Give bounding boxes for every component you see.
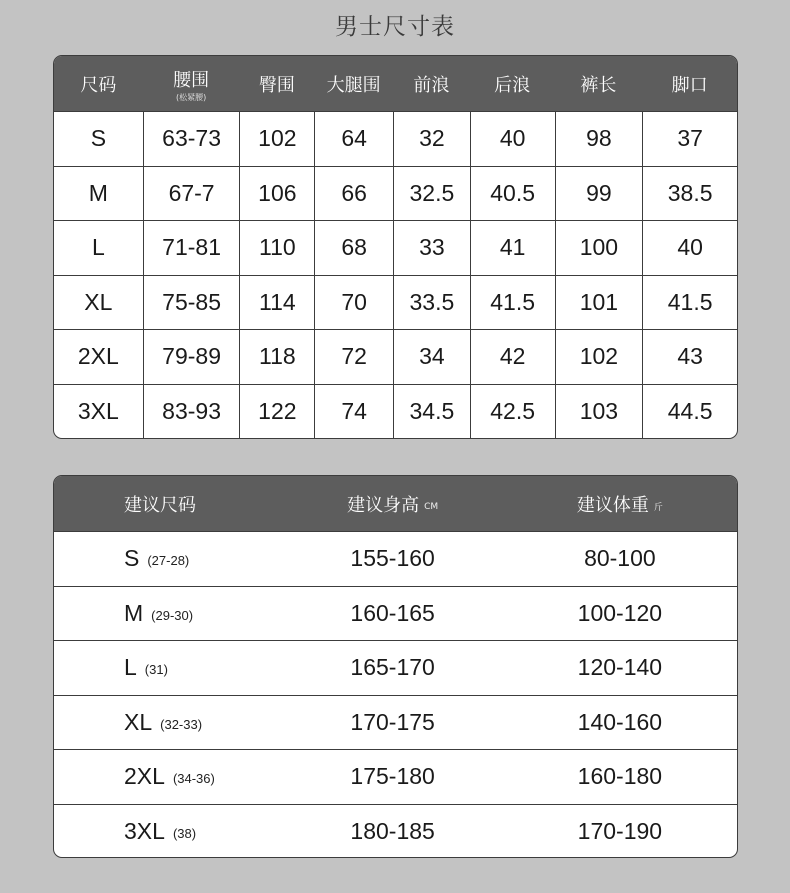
recommended-height-cell: 175-180 bbox=[350, 763, 435, 790]
size-header-cell bbox=[54, 56, 143, 111]
recommended-weight-cell: 100-120 bbox=[577, 599, 663, 626]
recommended-size-cell bbox=[54, 805, 282, 859]
recommended-weight-cell: 170-190 bbox=[577, 817, 663, 844]
table-row bbox=[54, 329, 737, 384]
recommended-size-cell bbox=[54, 641, 282, 695]
waist-range-label: (32-33) bbox=[160, 716, 203, 732]
size-chart-header-row bbox=[54, 56, 737, 111]
measurement-cell: 64 bbox=[314, 112, 393, 166]
header-label: 裤长 bbox=[580, 74, 617, 96]
recommended-weight-cell: 120-140 bbox=[577, 654, 663, 681]
waist-range-label: (31) bbox=[144, 662, 168, 678]
measurement-cell: 66 bbox=[314, 167, 393, 221]
measurement-cell: 44.5 bbox=[642, 385, 737, 439]
measurement-cell: 42.5 bbox=[470, 385, 555, 439]
recommendation-header-row bbox=[54, 476, 737, 531]
waist-range-label: (34-36) bbox=[172, 771, 215, 787]
size-label: S bbox=[124, 545, 140, 572]
header-label: 建议体重 bbox=[576, 494, 649, 516]
measurement-cell: 37 bbox=[642, 112, 737, 166]
table-row bbox=[54, 531, 737, 586]
measurement-cell: 41 bbox=[470, 221, 555, 275]
table-row bbox=[54, 695, 737, 750]
recommendation-header-cell bbox=[282, 476, 502, 531]
recommended-size-cell bbox=[54, 587, 282, 641]
table-row bbox=[54, 749, 737, 804]
table-row bbox=[54, 640, 737, 695]
size-label: M bbox=[124, 599, 144, 626]
size-label-cell: 2XL bbox=[77, 343, 119, 370]
measurement-cell: 103 bbox=[555, 385, 643, 439]
size-header-cell bbox=[470, 56, 555, 111]
measurement-cell: 38.5 bbox=[642, 167, 737, 221]
measurement-cell: 33 bbox=[393, 221, 470, 275]
measurement-cell: 40.5 bbox=[470, 167, 555, 221]
measurement-cell: 40 bbox=[470, 112, 555, 166]
size-label-cell: M bbox=[88, 179, 108, 206]
measurement-cell: 102 bbox=[555, 330, 643, 384]
header-label: 尺码 bbox=[80, 74, 117, 96]
measurement-cell: 110 bbox=[239, 221, 314, 275]
header-label: 前浪 bbox=[413, 74, 450, 96]
size-label: 3XL bbox=[124, 817, 165, 844]
measurement-cell: 114 bbox=[239, 276, 314, 330]
measurement-cell: 74 bbox=[314, 385, 393, 439]
measurement-cell: 68 bbox=[314, 221, 393, 275]
measurement-cell: 42 bbox=[470, 330, 555, 384]
size-chart-body bbox=[54, 111, 737, 438]
table-row bbox=[54, 586, 737, 641]
header-label: 大腿围 bbox=[326, 74, 381, 96]
recommended-height-cell: 165-170 bbox=[350, 654, 435, 681]
measurement-cell: 99 bbox=[555, 167, 643, 221]
size-label-cell: S bbox=[90, 125, 107, 152]
size-header-cell bbox=[314, 56, 393, 111]
table-row bbox=[54, 166, 737, 221]
measurement-cell: 34.5 bbox=[393, 385, 470, 439]
measurement-cell: 63-73 bbox=[143, 112, 240, 166]
measurement-cell: 72 bbox=[314, 330, 393, 384]
measurement-cell: 83-93 bbox=[143, 385, 240, 439]
table-row bbox=[54, 275, 737, 330]
size-label-cell: 3XL bbox=[77, 397, 119, 424]
measurement-cell: 33.5 bbox=[393, 276, 470, 330]
recommendation-table bbox=[53, 475, 738, 858]
recommended-size-cell bbox=[54, 696, 282, 750]
recommended-weight-cell: 160-180 bbox=[577, 763, 663, 790]
page-title: 男士尺寸表 bbox=[335, 14, 455, 40]
measurement-cell: 40 bbox=[642, 221, 737, 275]
measurement-cell: 106 bbox=[239, 167, 314, 221]
measurement-cell: 41.5 bbox=[470, 276, 555, 330]
unit-label: 斤 bbox=[653, 503, 663, 513]
recommended-weight-cell: 80-100 bbox=[584, 545, 656, 572]
size-header-cell bbox=[555, 56, 643, 111]
recommendation-header-cell bbox=[54, 476, 282, 531]
header-label: 建议尺码 bbox=[124, 494, 196, 516]
measurement-cell: 43 bbox=[642, 330, 737, 384]
recommended-height-cell: 180-185 bbox=[350, 817, 435, 844]
size-label-cell: L bbox=[91, 234, 105, 261]
size-header-cell bbox=[393, 56, 470, 111]
table-row bbox=[54, 804, 737, 859]
waist-range-label: (29-30) bbox=[151, 607, 194, 623]
header-label: 建议身高 bbox=[347, 494, 420, 516]
header-label: 腰围 bbox=[173, 69, 210, 91]
size-label: 2XL bbox=[124, 763, 165, 790]
measurement-cell: 79-89 bbox=[143, 330, 240, 384]
recommendation-header-cell bbox=[503, 476, 737, 531]
size-label: XL bbox=[124, 708, 153, 735]
measurement-cell: 100 bbox=[555, 221, 643, 275]
size-label-cell: XL bbox=[84, 288, 113, 315]
measurement-cell: 71-81 bbox=[143, 221, 240, 275]
recommendation-body bbox=[54, 531, 737, 858]
size-chart-table bbox=[53, 55, 738, 439]
size-header-cell bbox=[642, 56, 737, 111]
table-row bbox=[54, 111, 737, 166]
waist-range-label: (27-28) bbox=[147, 553, 190, 569]
size-header-cell bbox=[143, 56, 240, 111]
recommended-size-cell bbox=[54, 750, 282, 804]
measurement-cell: 34 bbox=[393, 330, 470, 384]
waist-range-label: (38) bbox=[172, 825, 197, 841]
header-label: 臀围 bbox=[258, 74, 295, 96]
measurement-cell: 75-85 bbox=[143, 276, 240, 330]
measurement-cell: 118 bbox=[239, 330, 314, 384]
measurement-cell: 32.5 bbox=[393, 167, 470, 221]
measurement-cell: 98 bbox=[555, 112, 643, 166]
measurement-cell: 122 bbox=[239, 385, 314, 439]
measurement-cell: 101 bbox=[555, 276, 643, 330]
recommended-height-cell: 170-175 bbox=[350, 708, 435, 735]
recommended-size-cell bbox=[54, 532, 282, 586]
table-row bbox=[54, 220, 737, 275]
recommended-weight-cell: 140-160 bbox=[577, 708, 663, 735]
header-sublabel: (松紧腰) bbox=[175, 92, 207, 102]
measurement-cell: 32 bbox=[393, 112, 470, 166]
header-label: 后浪 bbox=[494, 74, 531, 96]
size-label: L bbox=[124, 654, 137, 681]
measurement-cell: 41.5 bbox=[642, 276, 737, 330]
unit-label: CM bbox=[424, 501, 439, 512]
recommended-height-cell: 155-160 bbox=[350, 545, 435, 572]
header-label: 脚口 bbox=[671, 74, 708, 96]
recommended-height-cell: 160-165 bbox=[350, 599, 435, 626]
size-header-cell bbox=[239, 56, 314, 111]
measurement-cell: 70 bbox=[314, 276, 393, 330]
table-row bbox=[54, 384, 737, 439]
measurement-cell: 102 bbox=[239, 112, 314, 166]
measurement-cell: 67-7 bbox=[143, 167, 240, 221]
